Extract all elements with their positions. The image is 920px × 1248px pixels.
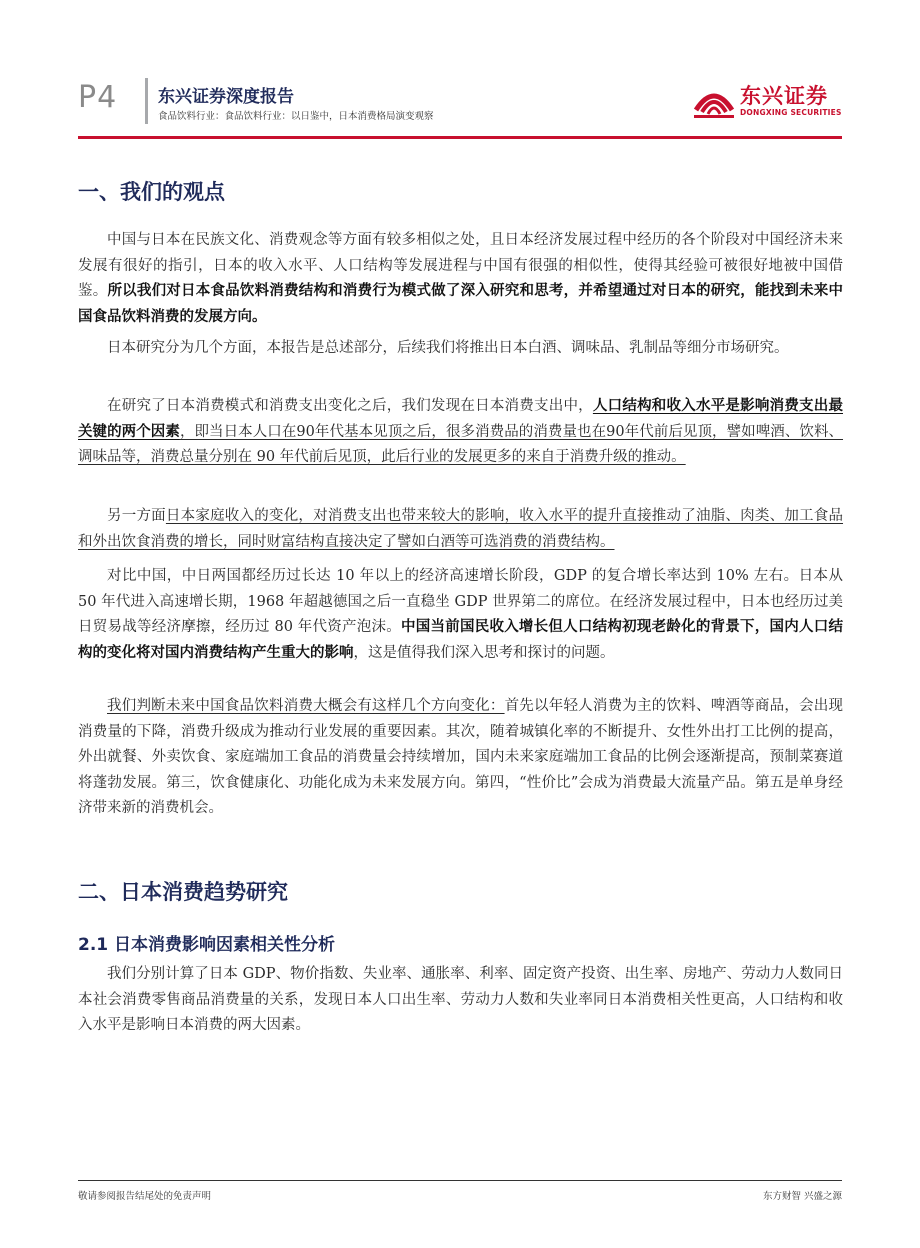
paragraph-5-text: 对比中国，中日两国都经历过长达 10 年以上的经济高速增长阶段，GDP 的复合增长率达到 10% 左右。日本从 50 年代进入高速增长期，1968 年超越德国之后一直稳坐 GDP 世界第二的席位。在经济发展过程中，日本也经历过美日贸易战等经济摩擦，经历过 80 年代资产泡沫。 <box>78 568 843 635</box>
footer-rule <box>78 1180 842 1181</box>
header-divider <box>145 78 148 124</box>
paragraph-6 <box>78 694 843 822</box>
section-title-1: 一、我们的观点 <box>78 180 225 204</box>
page-header <box>78 74 842 138</box>
paragraph-5-tail: ，这是值得我们深入思考和探讨的问题。 <box>353 644 615 661</box>
header-rule <box>78 136 842 139</box>
paragraph-4-text-b: 日本家庭收入的变化，对消费支出也带来较大的影响，收入水平的提升直接推动了油脂、肉类、加工食品和外出饮食消费的增长，同时财富结构直接决定了譬如白酒等可选消费的消费结构。 <box>78 508 844 550</box>
subsection-title-2-1: 2.1 日本消费影响因素相关性分析 <box>78 935 336 955</box>
footer-slogan: 东方财智 兴盛之源 <box>762 1191 842 1202</box>
paragraph-3-text-b: ，即当日本人口在90年代基本见顶之后，很多消费品的消费量也在90年代前后见顶，譬如啤酒、饮料、调味品等，消费总量分别在 90 年代前后见顶，此后行业的发展更多的来自于消费升级的推动。 <box>78 423 844 465</box>
paragraph-6-text: 首先以年轻人消费为主的饮料、啤酒等商品，会出现消费量的下降，消费升级成为推动行业发展的重要因素。其次，随着城镇化率的不断提升、女性外出打工比例的提高，外出就餐、外卖饮食、家庭端加工食品的消费量会持续增加，国内未来家庭端加工食品的比例会逐渐提高，预制菜赛道将蓬勃发展。第三，饮食健康化、功能化成为未来发展方向。第四，“性价比”会成为消费最大流量产品。第五是单身经济带来新的消费机会。 <box>78 698 843 816</box>
footer-disclaimer: 敬请参阅报告结尾处的免责声明 <box>78 1191 212 1202</box>
logo-mark-icon <box>692 80 736 120</box>
report-title: 东兴证券深度报告 <box>158 87 294 107</box>
page-number: P4 <box>78 80 118 115</box>
company-logo <box>692 78 842 124</box>
paragraph-5 <box>78 564 843 666</box>
section-title-2: 二、日本消费趋势研究 <box>78 880 288 904</box>
paragraph-2: 日本研究分为几个方面，本报告是总述部分，后续我们将推出日本白酒、调味品、乳制品等细分市场研究。 <box>107 340 789 356</box>
paragraph-1-bold: 所以我们对日本食品饮料消费结构和消费行为模式做了深入研究和思考，并希望通过对日本的研究，能找到未来中国食品饮料消费的发展方向。 <box>78 283 844 325</box>
logo-text-en: DONGXING SECURITIES <box>740 108 842 117</box>
report-subtitle: 食品饮料行业：食品饮料行业：以日鉴中，日本消费格局演变观察 <box>158 111 434 122</box>
paragraph-3 <box>78 394 843 471</box>
paragraph-3-text-a: 在研究了日本消费模式和消费支出变化之后，我们发现在日本消费支出中， <box>107 398 593 414</box>
paragraph-4 <box>78 504 843 555</box>
paragraph-1 <box>78 228 843 330</box>
paragraph-1-text: 中国与日本在民族文化、消费观念等方面有较多相似之处，且日本经济发展过程中经历的各个阶段对中国经济未来发展有很好的指引，日本的收入水平、人口结构等发展进程与中国有很强的相似性，使得其经验可被很好地被中国借鉴。 <box>78 232 843 299</box>
paragraph-6-lead: 我们判断未来中国食品饮料消费大概会有这样几个方向变化： <box>107 698 505 714</box>
paragraph-7: 我们分别计算了日本 GDP、物价指数、失业率、通胀率、利率、固定资产投资、出生率、房地产、劳动力人数同日本社会消费零售商品消费量的关系，发现日本人口出生率、劳动力人数和失业率同日本消费相关性更高，人口结构和收入水平是影响日本消费的两大因素。 <box>78 966 843 1033</box>
paragraph-4-text-a: 另一方面 <box>107 508 166 524</box>
paragraph-5-bold: 中国当前国民收入增长但人口结构初现老龄化的背景下，国内人口结构的变化将对国内消费结构产生重大的影响 <box>78 619 844 661</box>
paragraph-3-bold: 人口结构和收入水平是影响消费支出最关键的两个因素 <box>78 398 843 440</box>
logo-text-cn: 东兴证券 <box>740 84 828 108</box>
